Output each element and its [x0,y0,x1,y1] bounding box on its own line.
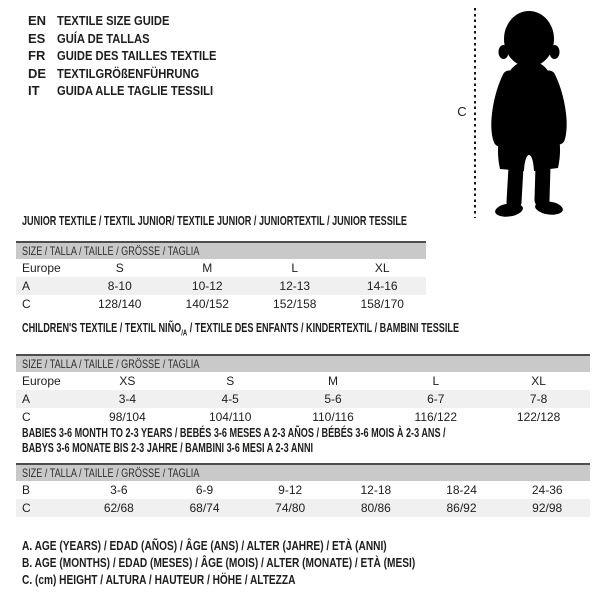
size-value: 8-10 [107,279,132,293]
children-size-table [16,320,590,426]
size-value: 5-6 [324,391,342,406]
legend-text: B. AGE (MONTHS) / EDAD (MESES) / ÂGE (MOIS) / ALTER (MONATE) / ETÀ (MESI) [22,555,416,570]
size-header-label: SIZE / TALLA / TAILLE / GRÖSSE / TAGLIA [22,466,200,480]
junior-size-table [16,213,426,313]
table-row [16,481,590,499]
table-row [16,295,426,313]
table-row [16,259,426,277]
size-value: 80/86 [360,501,391,515]
size-value: 7-8 [529,391,548,406]
babies-size-table [16,425,590,517]
language-list [28,12,242,100]
language-label: TEXTILE SIZE GUIDE [57,13,170,29]
row-label: B [22,483,31,497]
row-label: A [22,279,31,293]
measurement-legend [22,538,526,589]
size-value: XL [531,373,546,388]
size-value: 140/152 [185,297,229,311]
table-title-text [22,320,459,341]
language-label: GUIDE DES TAILLES TEXTILE [57,48,217,64]
size-value: L [432,373,440,388]
language-row [28,82,242,100]
legend-text: A. AGE (YEARS) / EDAD (AÑOS) / ÂGE (ANS) / ALTER (JAHRE) / ETÀ (ANNI) [22,538,387,553]
size-value: 4-5 [221,391,239,406]
size-value: 18-24 [446,483,477,497]
size-value: 3-6 [110,483,128,497]
size-value: M [202,261,213,275]
size-value: 62/68 [103,501,134,515]
table-rows [16,481,590,517]
row-label: A [22,391,31,406]
size-value: 12-13 [279,279,311,293]
language-row [28,30,242,48]
size-value: M [327,373,338,388]
size-header-bar [16,354,590,372]
title-segment: BABIES 3-6 MONTH TO 2-3 YEARS / BEBÉS 3-6 MESES A 2-3 AÑOS / BÉBÉS 3-6 MOIS À 2-3 ANS / [22,425,446,440]
legend-line [22,555,526,572]
table-title-text [22,213,407,228]
size-value: 9-12 [278,483,303,497]
size-value: XS [119,373,136,388]
row-label: C [22,297,31,311]
height-measure-label: C [457,104,467,119]
title-segment: / TEXTILE DES ENFANTS / KINDERTEXTIL / BAMBINI TESSILE [187,320,460,335]
legend-line [22,538,526,555]
size-header-label: SIZE / TALLA / TAILLE / GRÖSSE / TAGLIA [22,356,200,371]
table-row [16,390,590,408]
size-value: 74/80 [275,501,306,515]
size-value: 92/98 [532,501,563,515]
size-header-bar [16,241,426,259]
size-value: 104/110 [208,409,252,424]
size-value: 6-9 [195,483,214,497]
size-value: 122/128 [516,409,561,424]
table-row [16,408,590,426]
language-code: ES [28,30,46,46]
language-code: EN [28,13,47,29]
table-title [22,320,590,341]
size-header-bar [16,463,590,481]
size-value: 128/140 [98,297,142,311]
size-value: 68/74 [189,501,220,515]
table-row [16,499,590,517]
size-value: 10-12 [191,279,223,293]
row-label: Europe [22,373,61,388]
title-segment: /A [181,327,188,338]
size-value: S [226,373,235,388]
language-row [28,12,242,30]
language-code: IT [28,83,40,99]
size-value: 98/104 [109,409,146,424]
table-rows [16,372,590,426]
size-value: 110/116 [312,409,354,424]
size-value: 152/158 [273,297,317,311]
baby-silhouette-icon [479,9,579,223]
language-code: DE [28,65,47,81]
language-row [28,65,242,83]
size-header-label: SIZE / TALLA / TAILLE / GRÖSSE / TAGLIA [22,244,200,258]
table-title-text [22,425,446,455]
size-value: 158/170 [360,297,404,311]
row-label: Europe [22,261,61,275]
size-value: XL [374,261,390,275]
size-value: S [115,261,124,275]
row-label: C [22,501,31,515]
language-code: FR [28,48,46,64]
size-value: 24-36 [531,483,563,497]
title-segment: BABYS 3-6 MONATE BIS 2-3 JAHRE / BAMBINI 3-6 MESI A 2-3 ANNI [22,440,314,455]
table-row [16,277,426,295]
title-segment: JUNIOR TEXTILE / TEXTIL JUNIOR/ TEXTILE JUNIOR / JUNIORTEXTIL / JUNIOR TESSILE [22,213,407,228]
legend-line [22,572,526,589]
row-label: C [22,409,31,424]
language-row [28,47,242,65]
size-value: 116/122 [414,409,458,424]
legend-text: C. (cm) HEIGHT / ALTURA / HAUTEUR / HÖHE / ALTEZZA [22,572,296,587]
table-title [22,213,426,228]
size-value: 12-18 [360,483,392,497]
size-value: L [291,261,299,275]
height-dotted-line [474,8,476,218]
size-value: 86/92 [446,501,477,515]
table-title [22,425,590,455]
table-row [16,372,590,390]
language-label: GUIDA ALLE TAGLIE TESSILI [57,83,214,99]
size-value: 6-7 [427,391,445,406]
size-value: 3-4 [118,391,137,406]
size-value: 14-16 [366,279,398,293]
table-rows [16,259,426,313]
language-label: TEXTILGRÖßENFÜHRUNG [57,65,200,81]
title-segment: CHILDREN'S TEXTILE / TEXTIL NIÑO [22,320,182,335]
language-label: GUÍA DE TALLAS [57,30,150,46]
